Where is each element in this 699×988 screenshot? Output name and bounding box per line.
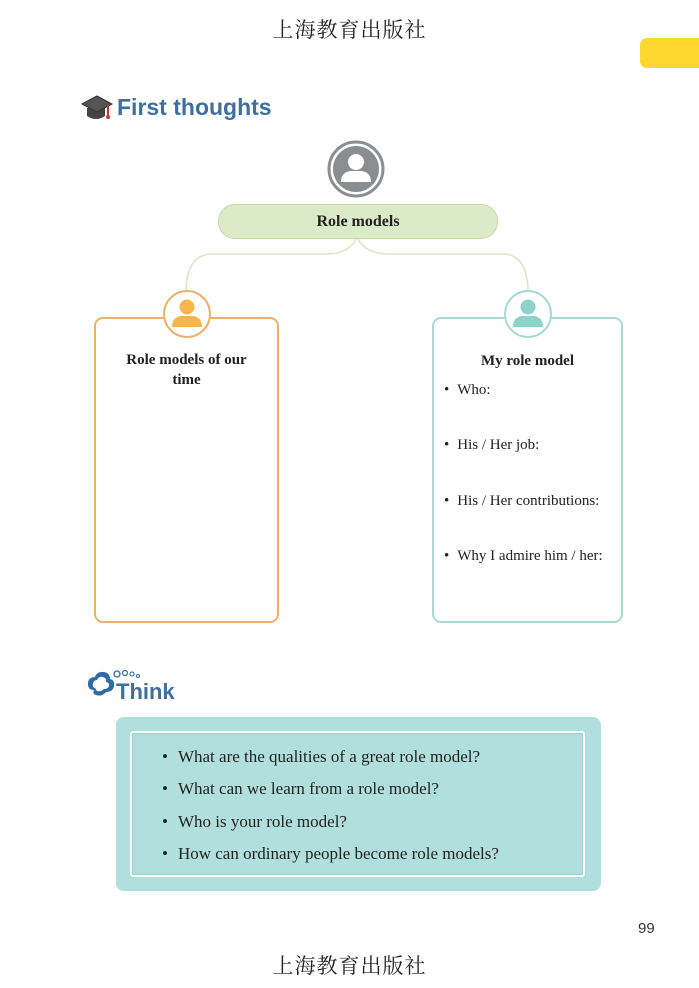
mindmap-box-left [94,317,279,623]
list-item: • Who: [444,382,491,399]
avatar-right-icon [503,289,553,339]
avatar-left-icon [162,289,212,339]
box-right-title: My role model [480,353,575,369]
mindmap-root: Role models [218,204,498,239]
box-left-title-line1: Role models of our [126,352,247,368]
mindmap-box-right [432,317,623,623]
page-number: 99 [638,920,655,937]
list-item: • What are the qualities of a great role model? [162,747,480,767]
list-item: • His / Her contributions: [444,493,599,510]
section-title-first-thoughts: First thoughts [117,94,272,120]
box-left-title-line2: time [172,372,201,388]
section-title-think: Think [116,679,175,704]
list-item: • How can ordinary people become role models? [162,844,499,864]
list-item: • His / Her job: [444,437,539,454]
list-item: • Why I admire him / her: [444,548,603,565]
box-left-title [96,350,277,390]
think-panel-inner [130,731,585,877]
avatar-root-icon [327,140,385,198]
publisher-watermark-top: 上海教育出版社 [272,18,427,42]
list-item: • Who is your role model? [162,812,347,832]
publisher-watermark-bottom: 上海教育出版社 [272,954,427,978]
list-item: • What can we learn from a role model? [162,779,439,799]
